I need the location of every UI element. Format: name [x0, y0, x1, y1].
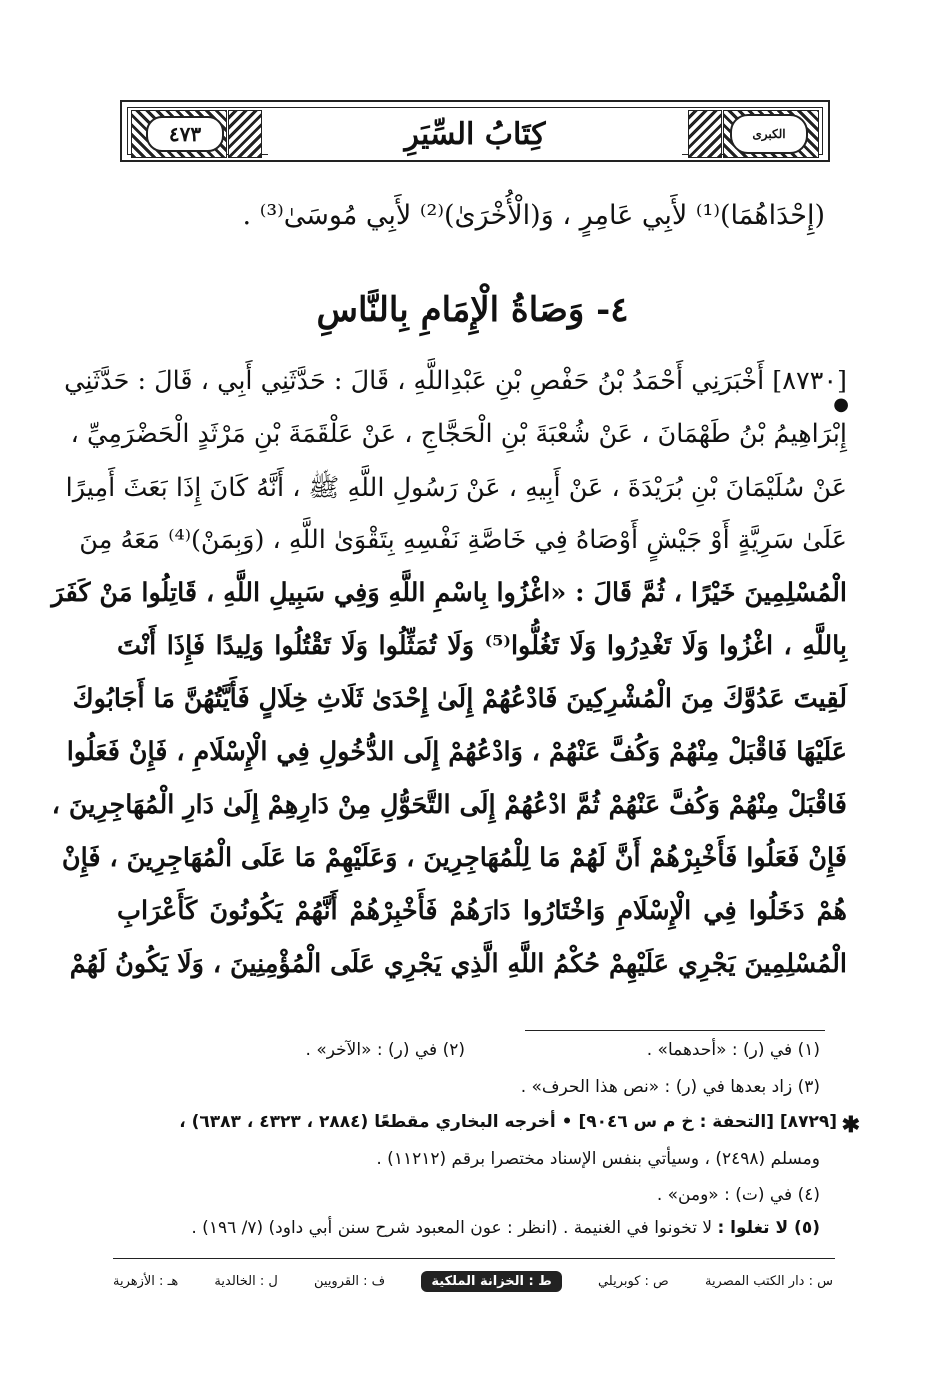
takhrij-line-2: ومسلم (٢٤٩٨) ، وسيأتي بنفس الإسناد مختصرا برقم (١١٢١٢) . — [376, 1149, 820, 1169]
header-frame — [127, 107, 823, 155]
hadith-line: الْمُسْلِمِينَ خَيْرًا ، ثُمَّ قَالَ : «اغْزُوا بِاسْمِ اللَّهِ وَفِي سَبِيلِ اللَّهِ ، قَاتِلُوا مَنْ كَفَرَ — [51, 578, 847, 608]
footnote-3: (٣) زاد بعدها في (ر) : «نص هذا الحرف» . — [520, 1077, 820, 1097]
legend-item: س : دار الكتب المصرية — [704, 1273, 833, 1289]
hadith-line: لَقِيتَ عَدُوَّكَ مِنَ الْمُشْرِكِينَ فَادْعُهُمْ إِلَىٰ إِحْدَىٰ ثَلَاثِ خِلَالٍ فَأَيَّتُهُنَّ مَا أَجَابُوكَ — [72, 684, 847, 714]
star-icon: ✱ — [841, 1112, 860, 1138]
legend-divider — [113, 1258, 835, 1259]
legend-item: ل : الخالدية — [214, 1273, 278, 1289]
page-number: ٤٧٣ — [146, 116, 224, 152]
ornament-left-inner — [228, 110, 262, 158]
brand-logo: الكبرى — [730, 114, 808, 154]
continuation-line: (إِحْدَاهُمَا)⁽¹⁾ لأَبِي عَامِرٍ ، وَ(الْأُخْرَىٰ)⁽²⁾ لأَبِي مُوسَىٰ⁽³⁾ . — [242, 200, 825, 231]
hadith-line: عَنْ سُلَيْمَانَ بْنِ بُرَيْدَةَ ، عَنْ أَبِيهِ ، عَنْ رَسُولِ اللَّهِ ﷺ ، أَنَّهُ كَانَ إِذَا بَعَثَ أَمِيرًا — [65, 473, 847, 503]
legend-item: ص : كوبريلي — [597, 1273, 669, 1289]
footnote-5-text: لا تخونوا في الغنيمة . (انظر : عون المعبود شرح سنن أبي داود) (٧/ ١٩٦) . — [191, 1218, 718, 1238]
hadith-line: عَلَىٰ سَرِيَّةٍ أَوْ جَيْشٍ أَوْصَاهُ فِي خَاصَّةِ نَفْسِهِ بِتَقْوَىٰ اللَّهِ ، (وَبِمَنْ)⁽⁴⁾ مَعَهُ مِنَ — [79, 525, 847, 555]
hadith-line: بِاللَّهِ ، اغْزُوا وَلَا تَغْدِرُوا وَلَا تَغُلُّوا⁽⁵⁾ وَلَا تُمَثِّلُوا وَلَا تَقْتُلُوا وَلِيدًا فَإِذَا أَنْتَ — [117, 631, 847, 661]
bullet-icon: ● — [833, 394, 849, 415]
footnote-divider — [525, 1030, 825, 1031]
hadith-line: إِبْرَاهِيمُ بْنُ طَهْمَانَ ، عَنْ شُعْبَةَ بْنِ الْحَجَّاجِ ، عَنْ عَلْقَمَةَ بْنِ مَرْثَدٍ الْحَضْرَمِيِّ ، — [70, 419, 847, 449]
page-header — [120, 100, 830, 162]
hadith-line: [٨٧٣٠] أَخْبَرَنِي أَحْمَدُ بْنُ حَفْصِ بْنِ عَبْدِاللَّهِ ، قَالَ : حَدَّثَنِي أَبِي ، قَالَ : حَدَّثَنِي — [64, 366, 847, 396]
hadith-line: فَاقْبَلْ مِنْهُمْ وَكُفَّ عَنْهُمْ ثُمَّ ادْعُهُمْ إِلَى التَّحَوُّلِ مِنْ دَارِهِمْ إِلَىٰ دَارِ الْمُهَاجِرِينَ ، — [51, 790, 847, 820]
hadith-line: فَإِنْ فَعَلُوا فَأَخْبِرْهُمْ أَنَّ لَهُمْ مَا لِلْمُهَاجِرِينَ ، وَعَلَيْهِمْ مَا عَلَى الْمُهَاجِرِينَ ، فَإِنْ — [61, 843, 847, 873]
hadith-line: عَلَيْهَا فَاقْبَلْ مِنْهُمْ وَكُفَّ عَنْهُمْ ، وَادْعُهُمْ إِلَى الدُّخُولِ فِي الْإِسْلَامِ ، فَإِنْ فَعَلُوا — [66, 737, 847, 767]
legend-item: ف : القرويين — [314, 1273, 386, 1289]
legend-item: ط : الخزانة الملكية — [421, 1271, 561, 1292]
ornament-right-inner — [688, 110, 722, 158]
hadith-line: هُمْ دَخَلُوا فِي الْإِسْلَامِ وَاخْتَارُوا دَارَهُمْ فَأَخْبِرْهُمْ أَنَّهُمْ يَكُونُونَ كَأَعْرَابِ — [117, 896, 847, 926]
footnote-5-term: (٥) لا تغلوا : — [717, 1218, 820, 1238]
manuscript-legend — [113, 1268, 833, 1294]
hadith-line: الْمُسْلِمِينَ يَجْرِي عَلَيْهِمْ حُكْمُ اللَّهِ الَّذِي يَجْرِي عَلَى الْمُؤْمِنِينَ ، وَلَا يَكُونُ لَهُمْ — [69, 949, 847, 979]
takhrij-line-1: [٨٧٢٩] [التحفة : خ م س ٩٠٤٦] • أخرجه البخاري مقطعًا (٢٨٨٤ ، ٤٣٢٣ ، ٦٣٨٣) ، — [179, 1112, 837, 1132]
book-title: كِتَابُ السِّيَرِ — [268, 110, 682, 158]
footnote-4: (٤) في (ت) : «ومن» . — [656, 1185, 820, 1205]
footnote-5 — [191, 1218, 820, 1238]
footnote-1: (١) في (ر) : «أحدهما» . — [646, 1040, 820, 1060]
section-title: ٤- وَصَاةُ الْإِمَامِ بِالنَّاسِ — [316, 290, 629, 330]
legend-item: هـ : الأزهرية — [113, 1273, 179, 1289]
footnote-2: (٢) في (ر) : «الآخر» . — [305, 1040, 465, 1060]
